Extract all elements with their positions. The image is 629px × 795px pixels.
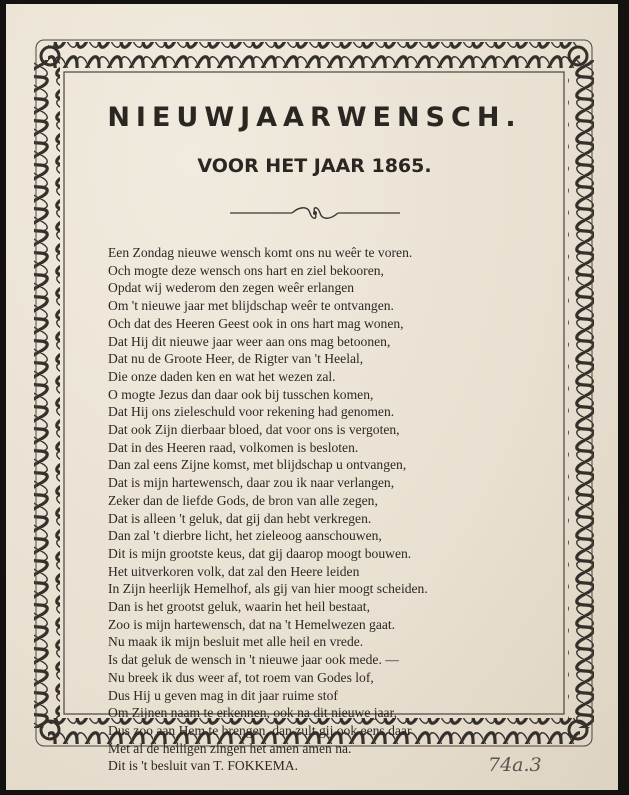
poem-text — [108, 244, 508, 775]
handwritten-shelfmark: 74a.3 — [488, 754, 542, 776]
poem-line: O mogte Jezus dan daar ook bij tusschen komen, — [108, 386, 374, 402]
poem-line: Om Zijnen naam te erkennen, ook na dit nieuwe jaar, — [108, 705, 397, 721]
poem-line: Dat Hij ons zieleschuld voor rekening had genomen. — [108, 404, 395, 420]
poem-line: Met al de heiligen zingen het amen amen na. — [108, 740, 352, 756]
poem-line: Och mogte deze wensch ons hart en ziel bekooren, — [108, 262, 384, 278]
ornamental-divider — [230, 206, 400, 220]
poem-line: Het uitverkoren volk, dat zal den Heere leiden — [108, 563, 360, 579]
poem-line: Opdat wij wederom den zegen weêr erlangen — [108, 280, 355, 296]
poem-line: Dan zal 't dierbre licht, het zieleoog aanschouwen, — [108, 528, 382, 544]
document-title: NIEUWJAARWENSCH. — [107, 102, 522, 133]
poem-line: Zoo is mijn hartewensch, dat na 't Hemelwezen gaat. — [108, 616, 396, 632]
poem-line: Dat nu de Groote Heer, de Rigter van 't Heelal, — [108, 351, 364, 367]
poem-line: Dus Hij u geven mag in dit jaar ruime stof — [108, 687, 338, 703]
poem-line: Dat ook Zijn dierbaar bloed, dat voor ons is vergoten, — [108, 422, 400, 438]
poem-line: Dit is 't besluit van T. FOKKEMA. — [108, 758, 298, 774]
poem-line: Om 't nieuwe jaar met blijdschap weêr te ontvangen. — [108, 298, 394, 314]
poem-line: Dan is het grootst geluk, waarin het heil bestaat, — [108, 599, 370, 615]
poem-line: Dan zal eens Zijne komst, met blijdschap u ontvangen, — [108, 457, 407, 473]
poem-line: Nu breek ik dus weer af, tot roem van Godes lof, — [108, 669, 374, 685]
document-subtitle: VOOR HET JAAR 1865. — [197, 155, 432, 177]
poem-line: Och dat des Heeren Geest ook in ons hart mag wonen, — [108, 315, 404, 331]
poem-line: Dit is mijn grootste keus, dat gij daarop moogt bouwen. — [108, 545, 412, 561]
poem-line: Dus zoo aan Hem te brengen, dan zult gij ook eens daar — [108, 722, 412, 738]
poem-line: Zeker dan de liefde Gods, de bron van alle zegen, — [108, 492, 378, 508]
poem-line: Dat is mijn hartewensch, daar zou ik naar verlangen, — [108, 475, 395, 491]
poem-line: Die onze daden ken en wat het wezen zal. — [108, 368, 336, 384]
poem-line: Dat Hij dit nieuwe jaar weer aan ons mag betoonen, — [108, 333, 391, 349]
poem-line: Dat is alleen 't geluk, dat gij dan hebt verkregen. — [108, 510, 372, 526]
poem-line: In Zijn heerlijk Hemelhof, als gij van hier moogt scheiden. — [108, 581, 428, 597]
poem-line: Een Zondag nieuwe wensch komt ons nu weêr te voren. — [108, 245, 413, 260]
poem-line: Is dat geluk de wensch in 't nieuwe jaar ook mede. — — [108, 652, 399, 668]
poem-line: Dat in des Heeren raad, volkomen is besloten. — [108, 439, 359, 455]
poem-line: Nu maak ik mijn besluit met alle heil en vrede. — [108, 634, 364, 650]
